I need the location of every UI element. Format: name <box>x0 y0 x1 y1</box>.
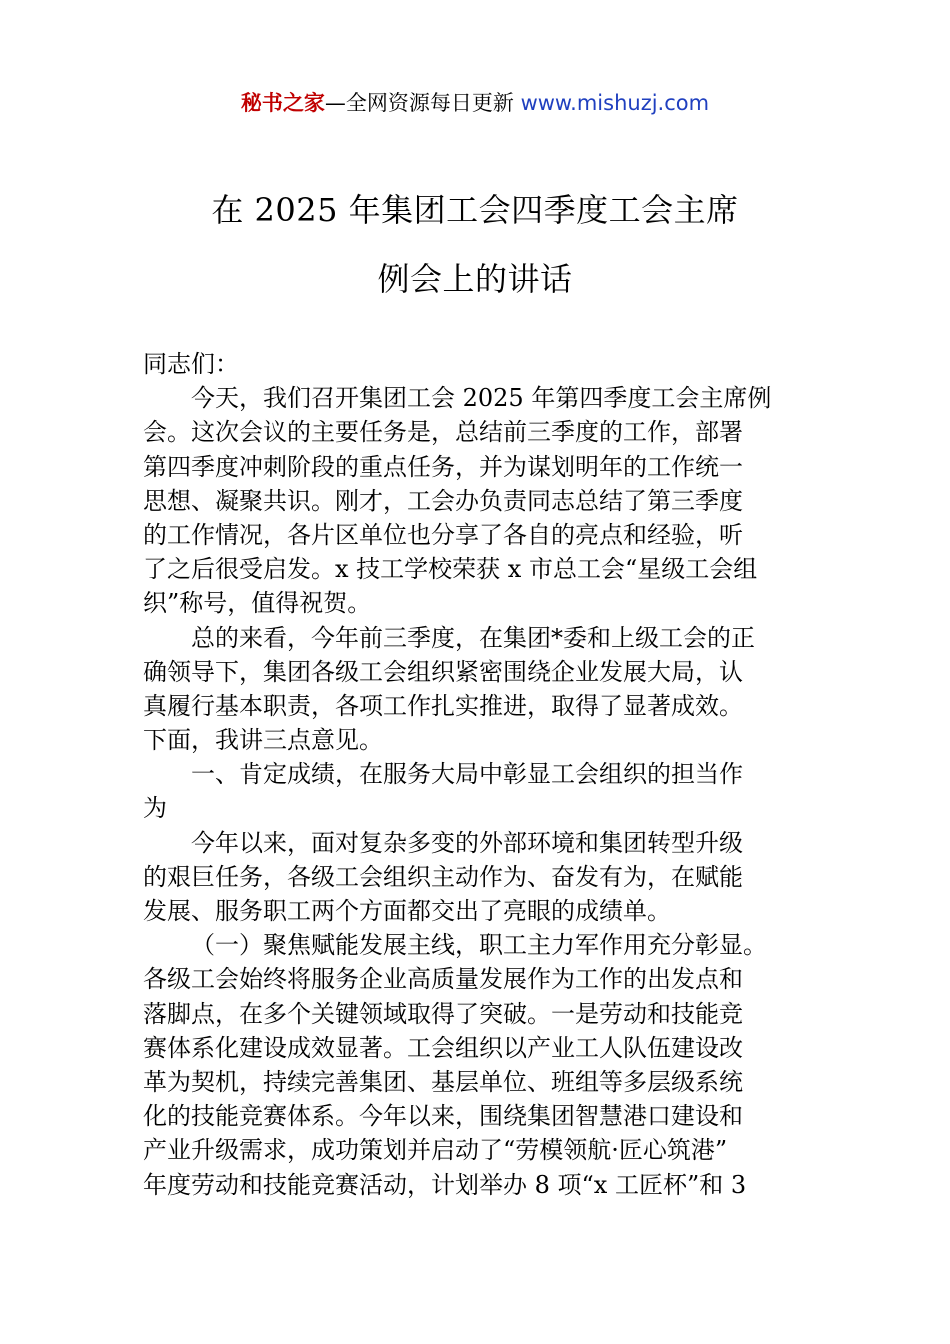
body-line: 赛体系化建设成效显著。工会组织以产业工人队伍建设改 <box>143 1033 743 1062</box>
body-line: 各级工会始终将服务企业高质量发展作为工作的出发点和 <box>143 965 743 994</box>
salutation: 同志们： <box>143 350 239 378</box>
site-header-banner <box>0 88 950 118</box>
section-heading-line: 为 <box>143 794 167 823</box>
body-line: 发展、服务职工两个方面都交出了亮眼的成绩单。 <box>143 897 671 925</box>
body-line: 年度劳动和技能竞赛活动，计划举办 8 项“x 工匠杯”和 3 <box>143 1170 747 1199</box>
document-title-line-2: 例会上的讲话 <box>377 260 573 298</box>
body-line: 化的技能竞赛体系。今年以来，围绕集团智慧港口建设和 <box>143 1102 743 1131</box>
body-line: 真履行基本职责，各项工作扎实推进，取得了显著成效。 <box>143 691 743 720</box>
body-line: 会。这次会议的主要任务是，总结前三季度的工作，部署 <box>143 418 743 447</box>
body-line: 今年以来，面对复杂多变的外部环境和集团转型升级 <box>191 828 743 857</box>
body-line: 第四季度冲刺阶段的重点任务，并为谋划明年的工作统一 <box>143 452 743 481</box>
body-line: 织”称号，值得祝贺。 <box>143 589 372 618</box>
body-line: 确领导下，集团各级工会组织紧密围绕企业发展大局，认 <box>143 657 743 686</box>
body-line: 下面，我讲三点意见。 <box>143 726 383 755</box>
body-line: 产业升级需求，成功策划并启动了“劳模领航·匠心筑港” <box>143 1136 728 1165</box>
site-url-link[interactable]: www.mishuzj.com <box>520 91 710 115</box>
section-heading-line: 一、肯定成绩，在服务大局中彰显工会组织的担当作 <box>191 760 743 789</box>
subsection-heading-line: （一）聚焦赋能发展主线，职工主力军作用充分彰显。 <box>191 931 767 960</box>
body-line: 的艰巨任务，各级工会组织主动作为、奋发有为，在赋能 <box>143 862 743 891</box>
body-line: 总的来看，今年前三季度，在集团*委和上级工会的正 <box>191 623 755 652</box>
site-tagline: —全网资源每日更新 <box>324 91 521 115</box>
site-brand: 秘书之家 <box>240 91 325 115</box>
body-line: 革为契机，持续完善集团、基层单位、班组等多层级系统 <box>143 1067 743 1096</box>
document-title-line-1: 在 2025 年集团工会四季度工会主席 <box>211 191 739 229</box>
body-line: 思想、凝聚共识。刚才，工会办负责同志总结了第三季度 <box>143 486 743 515</box>
body-line: 了之后很受启发。x 技工学校荣获 x 市总工会“星级工会组 <box>143 555 758 584</box>
body-line: 的工作情况，各片区单位也分享了各自的亮点和经验，听 <box>143 520 743 549</box>
body-line: 今天，我们召开集团工会 2025 年第四季度工会主席例 <box>191 384 772 413</box>
document-body <box>143 347 815 1202</box>
body-line: 落脚点，在多个关键领域取得了突破。一是劳动和技能竞 <box>143 999 743 1028</box>
